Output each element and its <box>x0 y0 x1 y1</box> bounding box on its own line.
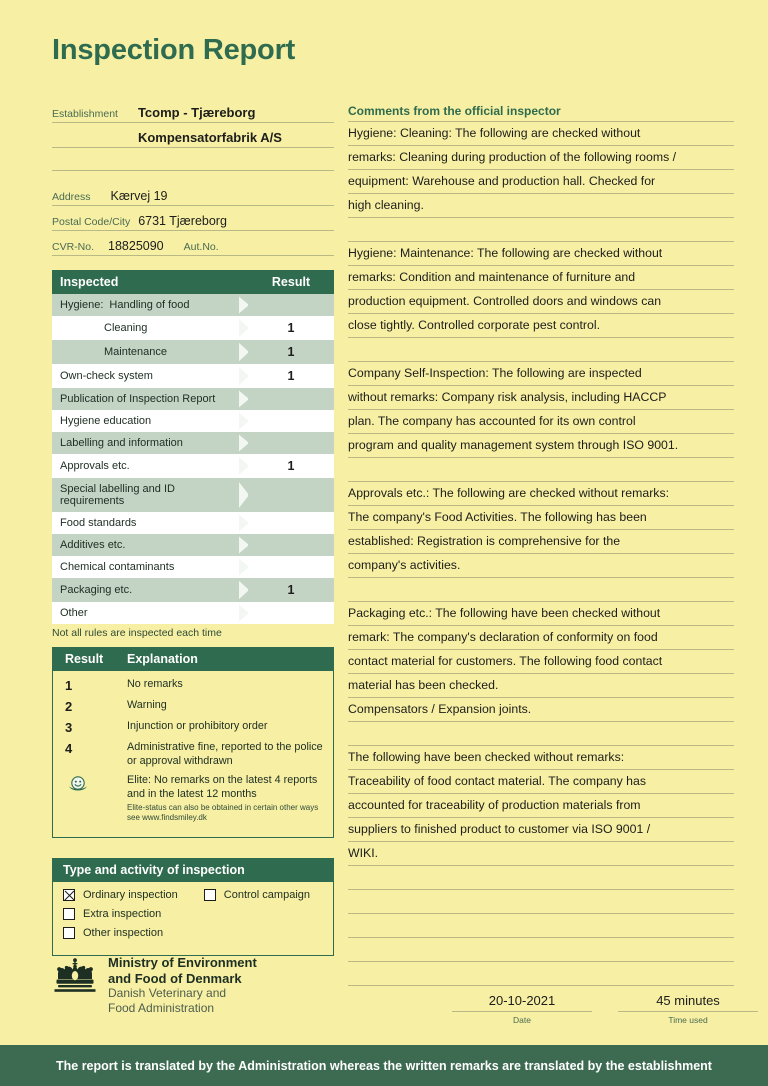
inspected-item-label: Special labelling and ID requirements <box>52 478 248 512</box>
comment-line-empty <box>348 890 734 914</box>
inspected-item-result <box>248 294 334 316</box>
legend-row <box>53 774 333 823</box>
inspected-item-result: 1 <box>248 364 334 388</box>
inspected-table-header-row <box>52 270 334 294</box>
comment-line: Traceability of food contact material. The company has <box>348 770 734 794</box>
inspected-item-label: Own-check system <box>52 364 248 388</box>
legend-explanation-text <box>127 678 333 692</box>
establishment-blank-row <box>52 150 334 171</box>
ministry-line-2: and Food of Denmark <box>108 970 242 986</box>
comment-line-empty <box>348 962 734 986</box>
establishment-label: Establishment <box>52 108 118 120</box>
checkbox-other-inspection[interactable] <box>63 927 75 939</box>
legend-row <box>53 699 333 714</box>
legend-explanation-main: Elite: No remarks on the latest 4 reports and in the latest 12 months <box>127 774 318 800</box>
date-caption: Date <box>513 1015 531 1025</box>
page-title: Inspection Report <box>52 34 296 66</box>
aut-label: Aut.No. <box>183 241 219 253</box>
address-value: Kærvej 19 <box>110 189 168 203</box>
legend-row <box>53 678 333 693</box>
comment-line-empty <box>348 578 734 602</box>
legend-row <box>53 741 333 768</box>
time-used-field <box>618 993 758 1025</box>
inspected-item-label: Hygiene education <box>52 410 248 432</box>
inspection-type-row-3 <box>63 927 323 939</box>
table-row <box>52 340 334 364</box>
comment-line-empty <box>348 458 734 482</box>
time-used-caption: Time used <box>668 1015 708 1025</box>
checkbox-control-campaign[interactable] <box>204 889 216 901</box>
comment-line: suppliers to finished product to customer via ISO 9001 / <box>348 818 734 842</box>
inspected-table-body <box>52 294 334 624</box>
inspected-item-label: Cleaning <box>52 316 248 340</box>
table-row <box>52 388 334 410</box>
address-block <box>52 183 334 256</box>
comments-column <box>348 104 734 986</box>
legend-body <box>53 671 333 837</box>
comments-lines <box>348 122 734 986</box>
comment-line: established: Registration is comprehensive for the <box>348 530 734 554</box>
inspected-item-label: Chemical contaminants <box>52 556 248 578</box>
elite-smiley-icon <box>53 774 127 799</box>
cvr-row <box>52 233 334 256</box>
postal-label: Postal Code/City <box>52 216 131 228</box>
inspected-results-table <box>52 270 334 624</box>
ministry-sub-line-1: Danish Veterinary and <box>108 986 227 1000</box>
inspected-item-sublabel: Handling of food <box>109 299 190 311</box>
comments-header: Comments from the official inspector <box>348 104 734 122</box>
inspected-item-label: Approvals etc. <box>52 454 248 478</box>
comment-line-empty <box>348 338 734 362</box>
comment-line: Packaging etc.: The following have been checked without <box>348 602 734 626</box>
table-row <box>52 512 334 534</box>
danish-crown-icon <box>52 957 98 1006</box>
inspection-type-box <box>52 858 334 956</box>
translation-banner: The report is translated by the Administration whereas the written remarks are translated by the establishment <box>0 1045 768 1086</box>
establishment-block <box>52 100 334 171</box>
comment-line: remarks: Cleaning during production of the following rooms / <box>348 146 734 170</box>
inspected-item-result <box>248 388 334 410</box>
signature-area <box>452 993 758 1025</box>
inspected-item-result <box>248 556 334 578</box>
ministry-line-1: Ministry of Environment <box>108 955 257 970</box>
establishment-name-row-1 <box>52 100 334 123</box>
inspected-item-label: Additives etc. <box>52 534 248 556</box>
inspected-column-header: Inspected <box>52 270 248 294</box>
comment-line-empty <box>348 722 734 746</box>
inspected-item-label: Hygiene: Handling of food <box>52 294 248 316</box>
legend-explanation-main: Warning <box>127 699 167 711</box>
comment-line: accounted for traceability of production materials from <box>348 794 734 818</box>
inspected-item-result <box>248 512 334 534</box>
inspected-item-result <box>248 534 334 556</box>
table-row <box>52 556 334 578</box>
table-row <box>52 534 334 556</box>
checkbox-extra-inspection[interactable] <box>63 908 75 920</box>
address-row <box>52 183 334 206</box>
label-extra-inspection: Extra inspection <box>83 908 162 920</box>
table-row <box>52 294 334 316</box>
comment-line: Company Self-Inspection: The following are inspected <box>348 362 734 386</box>
comment-line: remarks: Condition and maintenance of furniture and <box>348 266 734 290</box>
comment-line: remark: The company's declaration of conformity on food <box>348 626 734 650</box>
legend-explanation-text <box>127 774 333 823</box>
comment-line: WIKI. <box>348 842 734 866</box>
legend-result-code: 1 <box>65 678 73 693</box>
inspected-item-result <box>248 432 334 454</box>
inspected-item-label: Publication of Inspection Report <box>52 388 248 410</box>
date-value: 20-10-2021 <box>452 993 592 1012</box>
table-row <box>52 454 334 478</box>
inspected-item-label: Food standards <box>52 512 248 534</box>
comment-line: program and quality management system through ISO 9001. <box>348 434 734 458</box>
comment-line-empty <box>348 914 734 938</box>
inspected-item-result: 1 <box>248 454 334 478</box>
comment-line: The following have been checked without remarks: <box>348 746 734 770</box>
comment-line: close tightly. Controlled corporate pest control. <box>348 314 734 338</box>
inspected-item-label: Packaging etc. <box>52 578 248 602</box>
table-row <box>52 410 334 432</box>
label-control-campaign: Control campaign <box>223 889 310 901</box>
postal-row <box>52 208 334 231</box>
inspected-item-result <box>248 478 334 512</box>
comment-line: The company's Food Activities. The following has been <box>348 506 734 530</box>
comment-line-empty <box>348 938 734 962</box>
inspected-item-label: Labelling and information <box>52 432 248 454</box>
comment-line: production equipment. Controlled doors and windows can <box>348 290 734 314</box>
legend-result-code: 4 <box>65 741 73 756</box>
comment-line: material has been checked. <box>348 674 734 698</box>
legend-result-code: 2 <box>65 699 73 714</box>
comment-line: Compensators / Expansion joints. <box>348 698 734 722</box>
comment-line: Hygiene: Cleaning: The following are checked without <box>348 122 734 146</box>
inspected-item-result: 1 <box>248 340 334 364</box>
date-field <box>452 993 592 1025</box>
inspection-type-header: Type and activity of inspection <box>53 858 333 882</box>
comment-line: Hygiene: Maintenance: The following are checked without <box>348 242 734 266</box>
address-label: Address <box>52 191 91 203</box>
inspected-item-result: 1 <box>248 578 334 602</box>
ministry-sub-line-2: Food Administration <box>108 1001 215 1015</box>
inspected-item-label: Maintenance <box>52 340 248 364</box>
label-ordinary-inspection: Ordinary inspection <box>83 889 178 901</box>
legend-row <box>53 720 333 735</box>
inspected-table-note: Not all rules are inspected each time <box>52 627 222 639</box>
inspection-type-row-1 <box>63 889 323 901</box>
table-row <box>52 578 334 602</box>
comment-line: without remarks: Company risk analysis, including HACCP <box>348 386 734 410</box>
table-row <box>52 364 334 388</box>
comment-line: equipment: Warehouse and production hall. Checked for <box>348 170 734 194</box>
comment-line: contact material for customers. The following food contact <box>348 650 734 674</box>
legend-explanation-header: Explanation <box>127 652 198 666</box>
ministry-logo-block <box>52 955 257 1016</box>
time-used-value: 45 minutes <box>618 993 758 1012</box>
table-row <box>52 602 334 624</box>
inspection-type-options <box>53 882 333 955</box>
legend-explanation-text <box>127 699 333 713</box>
legend-explanation-main: Injunction or prohibitory order <box>127 720 268 732</box>
checkbox-ordinary-inspection[interactable] <box>63 889 75 901</box>
table-row <box>52 478 334 512</box>
comment-line: plan. The company has accounted for its own control <box>348 410 734 434</box>
inspected-item-result <box>248 410 334 432</box>
inspection-type-row-2 <box>63 908 323 920</box>
inspected-item-result <box>248 602 334 624</box>
comment-line-empty <box>348 866 734 890</box>
establishment-name-line2: Kompensatorfabrik A/S <box>137 130 282 145</box>
legend-header-row <box>53 647 333 671</box>
table-row <box>52 316 334 340</box>
postal-value: 6731 Tjæreborg <box>138 214 227 228</box>
comment-line-empty <box>348 218 734 242</box>
establishment-name-line1: Tcomp - Tjæreborg <box>137 105 256 120</box>
comment-line: Approvals etc.: The following are checked without remarks: <box>348 482 734 506</box>
comment-line: high cleaning. <box>348 194 734 218</box>
label-other-inspection: Other inspection <box>83 927 164 939</box>
result-legend <box>52 647 334 838</box>
legend-explanation-fineprint: Elite-status can also be obtained in certain other ways see www.findsmiley.dk <box>127 803 319 822</box>
establishment-name-row-2 <box>52 125 334 148</box>
legend-result-header: Result <box>65 652 104 666</box>
left-column <box>52 100 334 956</box>
ministry-text <box>108 955 257 1016</box>
result-column-header: Result <box>248 270 334 294</box>
inspected-item-result: 1 <box>248 316 334 340</box>
cvr-value: 18825090 <box>108 239 164 253</box>
comment-line: company's activities. <box>348 554 734 578</box>
legend-explanation-main: Administrative fine, reported to the police or approval withdrawn <box>127 741 323 767</box>
legend-explanation-main: No remarks <box>127 678 183 690</box>
legend-result-code: 3 <box>65 720 73 735</box>
legend-explanation-text <box>127 720 333 734</box>
legend-explanation-text <box>127 741 333 768</box>
inspected-item-label: Other <box>52 602 248 624</box>
cvr-label: CVR-No. <box>52 241 95 253</box>
table-row <box>52 432 334 454</box>
